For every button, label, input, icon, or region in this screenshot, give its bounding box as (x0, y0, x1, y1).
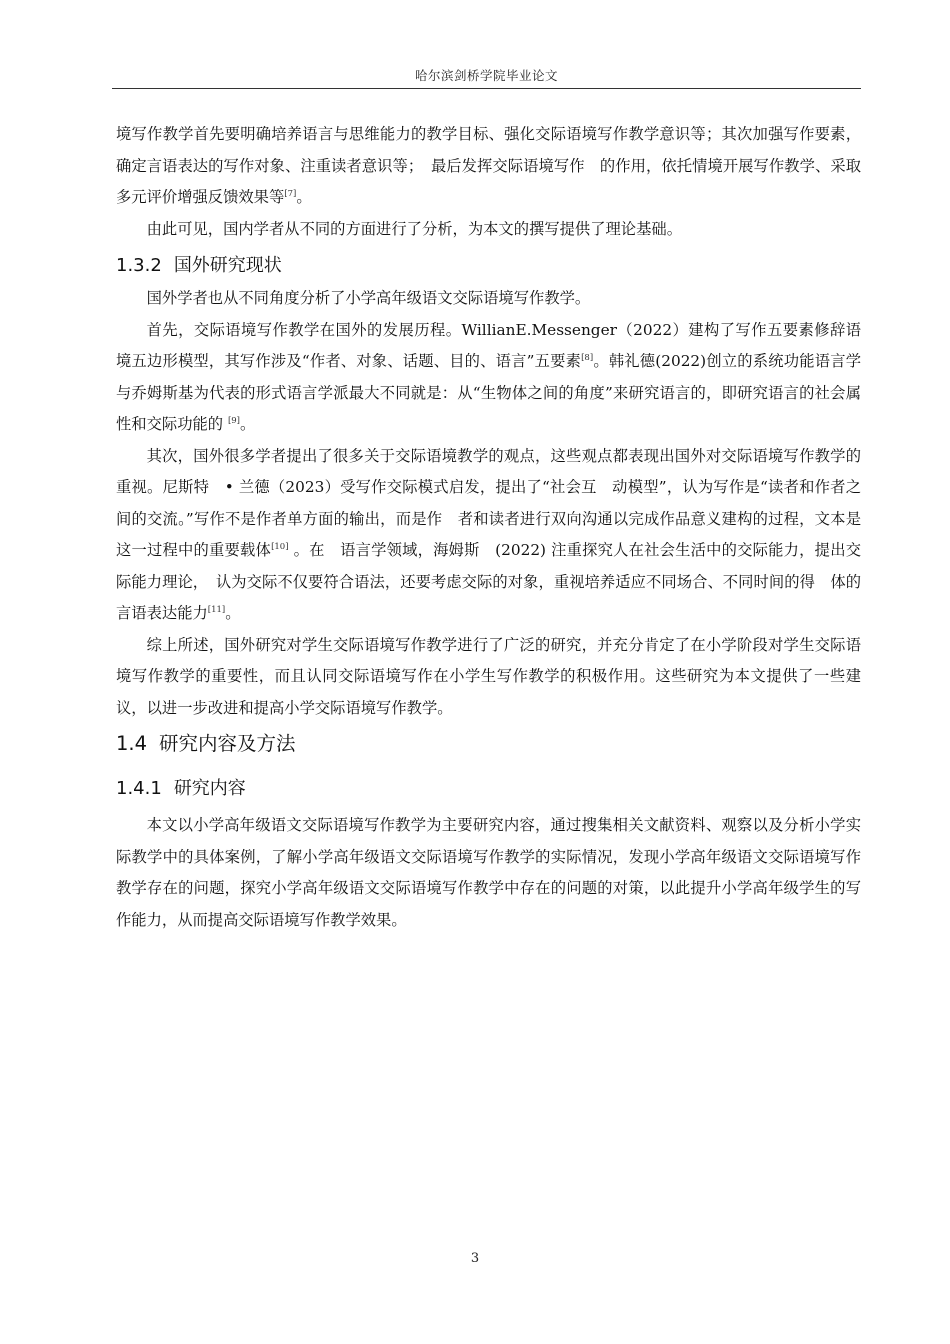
paragraph-text: 其次，国外很多学者提出了很多关于交际语境教学的观点，这些观点都表现出国外对交际语境写作教学的重视。尼斯特 • 兰德（2023）受写作交际模式启发，提出了“社会互 动模型”，认为写作是“读者和作者之间的交流。”写作不是作者单方面的输出，而是作 者和读者进行双向沟通以完成作品意义建构的过程，文本是这一过程中的重要载体 (116, 446, 861, 559)
paragraph-text: 。在 语言学领域，海姆斯 (2022) 注重探究人在社会生活中的交际能力，提出交际能力理论， 认为交际不仅要符合语法，还要考虑交际的对象，重视培养适应不同场合、不同时间的得 体的言语表达能力 (116, 541, 861, 622)
paragraph-text: 。韩礼德(2022)创立的系统功能语言学与乔姆斯基为代表的形式语言学派最大不同就是：从“生物体之间的角度”来研究语言的，即研究语言的社会属性和交际功能的 (116, 352, 861, 433)
running-header: 哈尔滨剑桥学院毕业论文 (414, 68, 558, 83)
section-title: 国外研究现状 (173, 255, 282, 276)
citation-10: [10] (271, 541, 289, 552)
citation-9: [9] (227, 415, 240, 426)
citation-8: [8] (581, 352, 594, 363)
paragraph-tail: 。 (296, 188, 312, 206)
paragraph-foreign-summary: 综上所述，国外研究对学生交际语境写作教学进行了广泛的研究，并充分肯定了在小学阶段对学生交际语境写作教学的重要性，而且认同交际语境写作在小学生写作教学的积极作用。这些研究为本文提供了一些建议，以进一步改进和提高小学交际语境写作教学。 (116, 635, 861, 717)
paragraph-foreign-history (116, 315, 861, 441)
section-number: 1.3.2 (116, 255, 162, 276)
paragraph-domestic-summary (116, 119, 861, 214)
paragraph-research-content: 本文以小学高年级语文交际语境写作教学为主要研究内容，通过搜集相关文献资料、观察以及分析小学实际教学中的具体案例，了解小学高年级语文交际语境写作教学的实际情况，发现小学高年级语文交际语境写作教学存在的问题，探究小学高年级语文交际语境写作教学中存在的问题的对策，以此提升小学高年级学生的写作能力，从而提高交际语境写作教学效果。 (116, 816, 861, 929)
section-title: 研究内容及方法 (159, 732, 296, 755)
section-heading-1-3-2 (116, 251, 861, 281)
paragraph-foreign-intro: 国外学者也从不同角度分析了小学高年级语文交际语境写作教学。 (146, 289, 591, 307)
paragraph-conclusion-domestic: 由此可见，国内学者从不同的方面进行了分析，为本文的撰写提供了理论基础。 (146, 219, 682, 238)
citation-11: [11] (207, 604, 226, 615)
section-heading-1-4-1 (116, 774, 861, 804)
paragraph-text: 境写作教学首先要明确培养语言与思维能力的教学目标、强化交际语境写作教学意识等；其次加强写作要素，确定言语表达的写作对象、注重读者意识等； 最后发挥交际语境写作 的作用，依托情境开展写作教学、采取多元评价增强反馈效果等 (116, 125, 861, 206)
page-number: 3 (470, 1251, 480, 1266)
section-heading-1-4 (116, 728, 861, 760)
section-number: 1.4.1 (116, 778, 162, 799)
paragraph-tail: 。 (240, 415, 256, 433)
page-body (116, 119, 861, 936)
section-title: 研究内容 (173, 778, 246, 799)
paragraph-tail: 。 (225, 604, 241, 622)
paragraph-text: 首先，交际语境写作教学在国外的发展历程。WillianE.Messenger（2022）建构了写作五要素修辞语境五边形模型，其写作涉及“作者、对象、话题、目的、语言”五要素 (116, 320, 861, 370)
citation-7: [7] (284, 188, 297, 199)
header-rule (112, 88, 861, 89)
section-number: 1.4 (116, 732, 148, 755)
paragraph-foreign-viewpoints (116, 441, 861, 630)
